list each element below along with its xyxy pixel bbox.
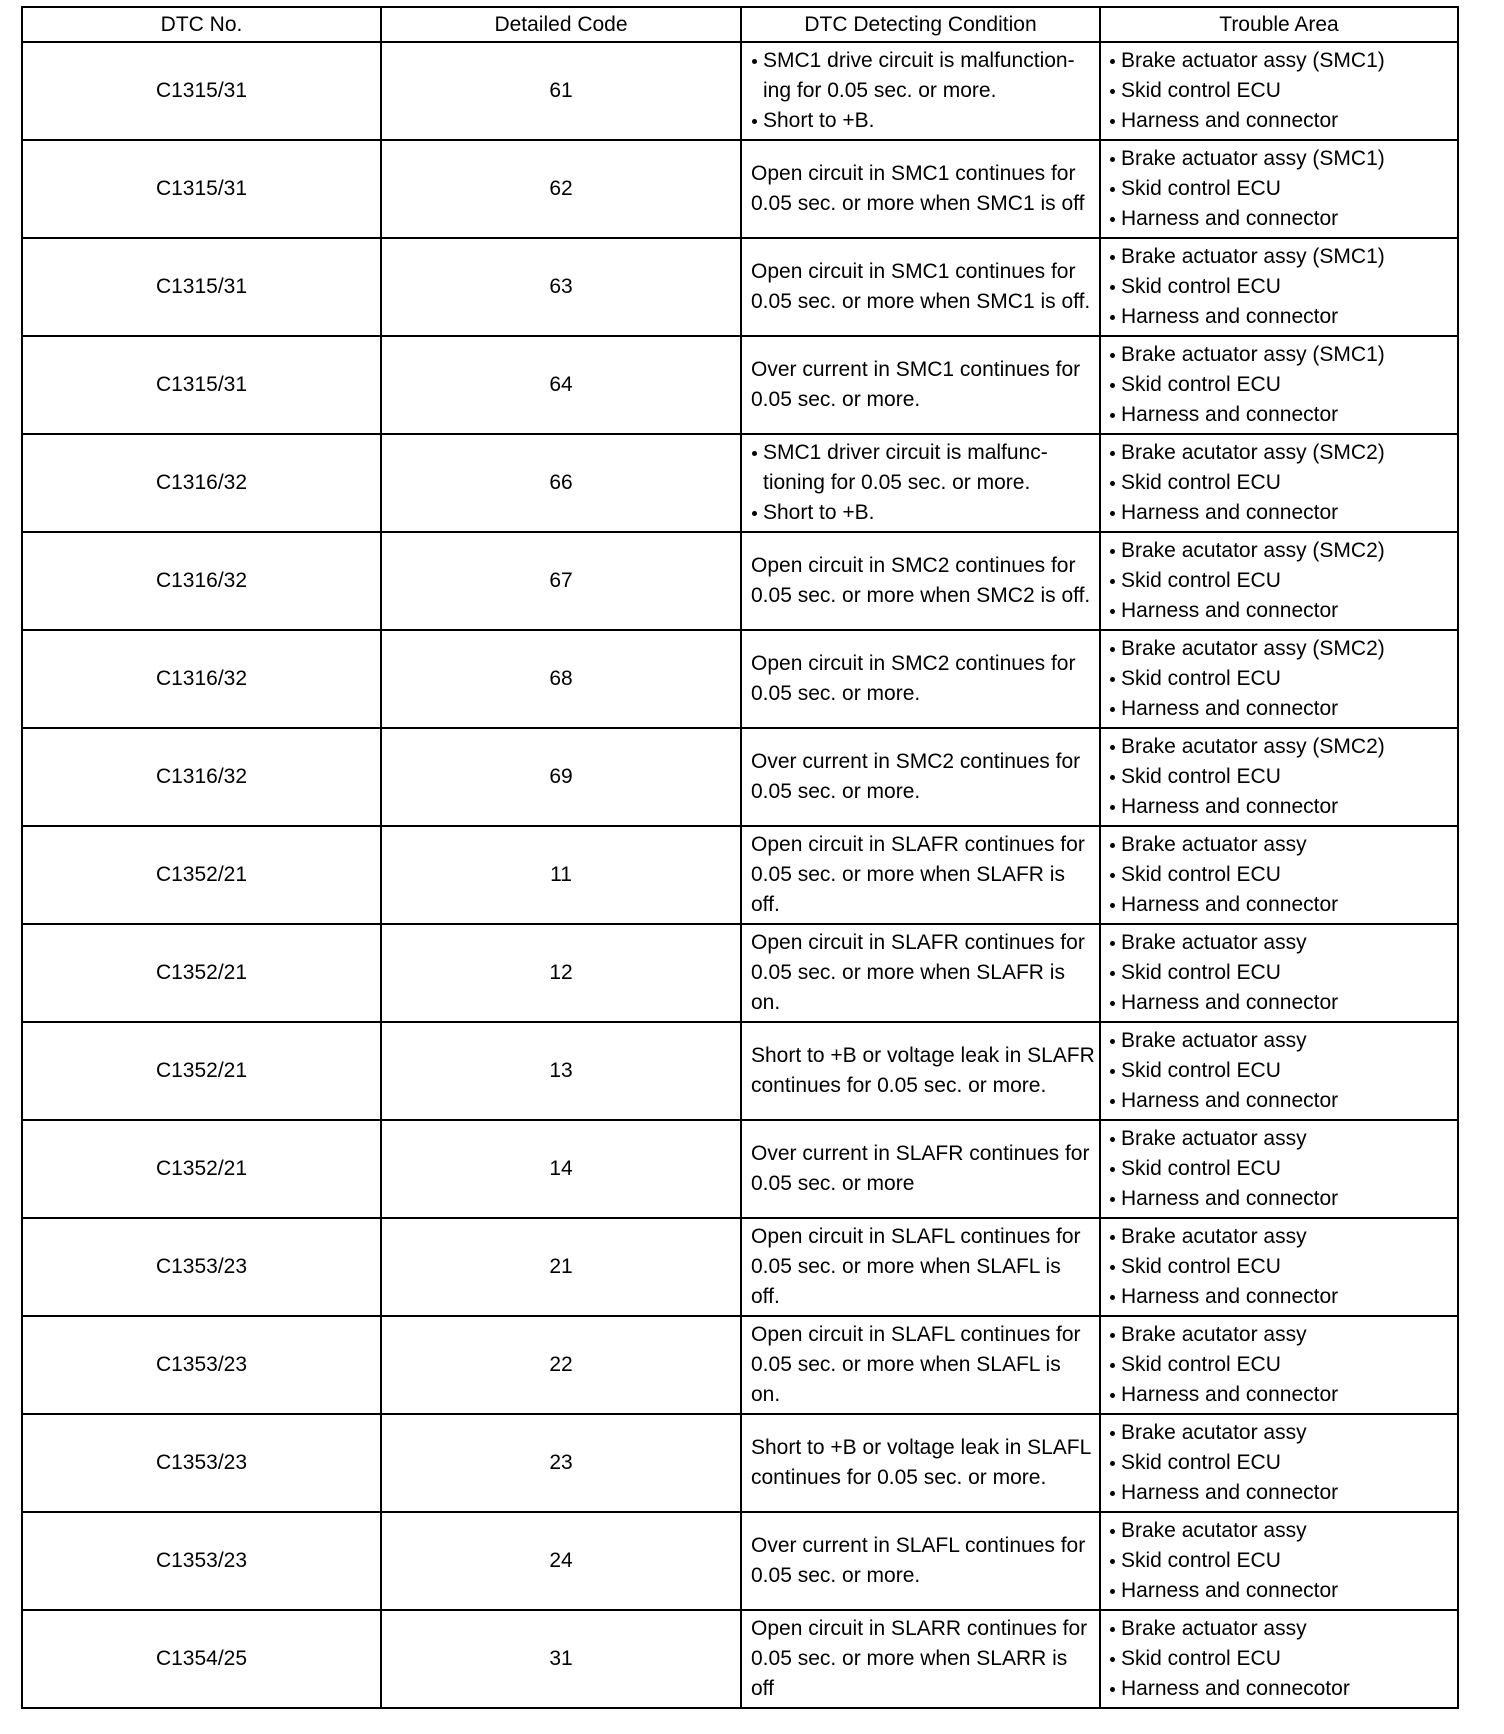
- trouble-area-item: Skid control ECU: [1109, 468, 1453, 498]
- trouble-area-item: Brake actuator assy: [1109, 928, 1453, 958]
- trouble-area-item: Skid control ECU: [1109, 1154, 1453, 1184]
- detecting-condition: [741, 924, 1100, 1022]
- trouble-area-item: Skid control ECU: [1109, 272, 1453, 302]
- condition-bullet: Short to +B.: [751, 106, 1095, 136]
- trouble-area-item: Brake acutator assy: [1109, 1418, 1453, 1448]
- trouble-area: [1100, 1120, 1458, 1218]
- trouble-area-item: Brake acutator assy: [1109, 1222, 1453, 1252]
- trouble-area: [1100, 1512, 1458, 1610]
- trouble-area-item: Brake actuator assy: [1109, 1124, 1453, 1154]
- detecting-condition: [741, 532, 1100, 630]
- detailed-code: 11: [381, 826, 741, 924]
- trouble-area-item: Skid control ECU: [1109, 1252, 1453, 1282]
- table-row: [22, 1120, 1458, 1218]
- dtc-number: C1316/32: [22, 630, 381, 728]
- detailed-code: 23: [381, 1414, 741, 1512]
- trouble-area: [1100, 434, 1458, 532]
- dtc-number: C1353/23: [22, 1512, 381, 1610]
- dtc-table: [21, 6, 1459, 1709]
- dtc-number: C1353/23: [22, 1316, 381, 1414]
- trouble-area-item: Skid control ECU: [1109, 174, 1453, 204]
- detecting-condition: [741, 434, 1100, 532]
- detailed-code: 66: [381, 434, 741, 532]
- table-row: [22, 630, 1458, 728]
- header-condition: DTC Detecting Condition: [741, 7, 1100, 42]
- trouble-area-item: Skid control ECU: [1109, 1350, 1453, 1380]
- condition-text: Over current in SMC2 continues for 0.05 sec. or more.: [751, 750, 1081, 803]
- detailed-code: 62: [381, 140, 741, 238]
- trouble-area-item: Brake actuator assy (SMC1): [1109, 242, 1453, 272]
- table-row: [22, 434, 1458, 532]
- condition-bullet: SMC1 drive circuit is malfunction-ing for 0.05 sec. or more.: [751, 46, 1095, 106]
- detecting-condition: [741, 1316, 1100, 1414]
- dtc-number: C1353/23: [22, 1414, 381, 1512]
- detecting-condition: [741, 1610, 1100, 1708]
- header-trouble-area: Trouble Area: [1100, 7, 1458, 42]
- trouble-area: [1100, 1316, 1458, 1414]
- trouble-area-item: Brake actuator assy: [1109, 1614, 1453, 1644]
- table-row: [22, 238, 1458, 336]
- table-row: [22, 140, 1458, 238]
- condition-text: Over current in SLAFL continues for 0.05 sec. or more.: [751, 1534, 1086, 1587]
- trouble-area-item: Brake acutator assy (SMC2): [1109, 732, 1453, 762]
- trouble-area: [1100, 336, 1458, 434]
- detailed-code: 13: [381, 1022, 741, 1120]
- trouble-area-item: Harness and connecotor: [1109, 1674, 1453, 1704]
- dtc-number: C1354/25: [22, 1610, 381, 1708]
- dtc-table-body: [22, 42, 1458, 1708]
- trouble-area: [1100, 532, 1458, 630]
- trouble-area-item: Harness and connector: [1109, 792, 1453, 822]
- table-row: [22, 336, 1458, 434]
- detailed-code: 12: [381, 924, 741, 1022]
- trouble-area-item: Harness and connector: [1109, 1086, 1453, 1116]
- detailed-code: 63: [381, 238, 741, 336]
- condition-text: Open circuit in SLAFL continues for 0.05 sec. or more when SLAFL is off.: [751, 1225, 1081, 1308]
- trouble-area-item: Harness and connector: [1109, 400, 1453, 430]
- trouble-area-item: Skid control ECU: [1109, 860, 1453, 890]
- trouble-area-item: Brake actuator assy: [1109, 1026, 1453, 1056]
- table-row: [22, 1022, 1458, 1120]
- trouble-area: [1100, 924, 1458, 1022]
- trouble-area-item: Harness and connector: [1109, 302, 1453, 332]
- trouble-area-item: Skid control ECU: [1109, 762, 1453, 792]
- condition-text: Open circuit in SLAFR continues for 0.05 sec. or more when SLAFR is off.: [751, 833, 1085, 916]
- detecting-condition: [741, 1414, 1100, 1512]
- condition-text: Open circuit in SMC1 continues for 0.05 sec. or more when SMC1 is off.: [751, 260, 1091, 313]
- trouble-area-item: Harness and connector: [1109, 596, 1453, 626]
- condition-bullet: Short to +B.: [751, 498, 1095, 528]
- condition-bullet: SMC1 driver circuit is malfunc-tioning for 0.05 sec. or more.: [751, 438, 1095, 498]
- trouble-area-item: Harness and connector: [1109, 1380, 1453, 1410]
- trouble-area: [1100, 238, 1458, 336]
- dtc-number: C1353/23: [22, 1218, 381, 1316]
- detecting-condition: [741, 1512, 1100, 1610]
- trouble-area-item: Skid control ECU: [1109, 1056, 1453, 1086]
- detailed-code: 24: [381, 1512, 741, 1610]
- trouble-area-item: Brake acutator assy (SMC2): [1109, 438, 1453, 468]
- detailed-code: 69: [381, 728, 741, 826]
- trouble-area-item: Harness and connector: [1109, 204, 1453, 234]
- trouble-area: [1100, 728, 1458, 826]
- table-row: [22, 728, 1458, 826]
- trouble-area: [1100, 1414, 1458, 1512]
- detailed-code: 22: [381, 1316, 741, 1414]
- detecting-condition: [741, 630, 1100, 728]
- condition-text: Open circuit in SMC1 continues for 0.05 sec. or more when SMC1 is off: [751, 162, 1085, 215]
- detailed-code: 61: [381, 42, 741, 140]
- trouble-area-item: Harness and connector: [1109, 1282, 1453, 1312]
- dtc-number: C1316/32: [22, 728, 381, 826]
- detecting-condition: [741, 728, 1100, 826]
- condition-text: Short to +B or voltage leak in SLAFR continues for 0.05 sec. or more.: [751, 1044, 1095, 1097]
- trouble-area-item: Harness and connector: [1109, 1576, 1453, 1606]
- trouble-area-item: Skid control ECU: [1109, 1448, 1453, 1478]
- header-dtc-no: DTC No.: [22, 7, 381, 42]
- detailed-code: 64: [381, 336, 741, 434]
- detailed-code: 67: [381, 532, 741, 630]
- condition-text: Over current in SMC1 continues for 0.05 sec. or more.: [751, 358, 1081, 411]
- trouble-area: [1100, 1022, 1458, 1120]
- trouble-area-item: Harness and connector: [1109, 1478, 1453, 1508]
- trouble-area: [1100, 1218, 1458, 1316]
- header-detailed-code: Detailed Code: [381, 7, 741, 42]
- trouble-area: [1100, 1610, 1458, 1708]
- header-row: [22, 7, 1458, 42]
- trouble-area-item: Harness and connector: [1109, 1184, 1453, 1214]
- trouble-area-item: Brake actuator assy (SMC1): [1109, 144, 1453, 174]
- table-row: [22, 924, 1458, 1022]
- trouble-area-item: Skid control ECU: [1109, 76, 1453, 106]
- trouble-area-item: Brake acutator assy (SMC2): [1109, 536, 1453, 566]
- dtc-number: C1352/21: [22, 1120, 381, 1218]
- dtc-number: C1315/31: [22, 238, 381, 336]
- trouble-area-item: Skid control ECU: [1109, 1644, 1453, 1674]
- table-row: [22, 1610, 1458, 1708]
- dtc-number: C1352/21: [22, 924, 381, 1022]
- trouble-area-item: Brake acutator assy: [1109, 1516, 1453, 1546]
- table-row: [22, 826, 1458, 924]
- trouble-area-item: Skid control ECU: [1109, 958, 1453, 988]
- detecting-condition: [741, 1218, 1100, 1316]
- detailed-code: 31: [381, 1610, 741, 1708]
- table-row: [22, 1512, 1458, 1610]
- condition-text: Over current in SLAFR continues for 0.05 sec. or more: [751, 1142, 1090, 1195]
- detecting-condition: [741, 1022, 1100, 1120]
- trouble-area: [1100, 42, 1458, 140]
- trouble-area-item: Skid control ECU: [1109, 1546, 1453, 1576]
- dtc-number: C1352/21: [22, 1022, 381, 1120]
- trouble-area-item: Harness and connector: [1109, 694, 1453, 724]
- table-row: [22, 1316, 1458, 1414]
- condition-text: Short to +B or voltage leak in SLAFL continues for 0.05 sec. or more.: [751, 1436, 1091, 1489]
- trouble-area-item: Brake acutator assy (SMC2): [1109, 634, 1453, 664]
- trouble-area-item: Brake acutator assy: [1109, 1320, 1453, 1350]
- dtc-number: C1352/21: [22, 826, 381, 924]
- condition-text: Open circuit in SLAFL continues for 0.05 sec. or more when SLAFL is on.: [751, 1323, 1081, 1406]
- dtc-number: C1316/32: [22, 434, 381, 532]
- detecting-condition: [741, 140, 1100, 238]
- trouble-area-item: Skid control ECU: [1109, 370, 1453, 400]
- trouble-area-item: Skid control ECU: [1109, 566, 1453, 596]
- dtc-number: C1316/32: [22, 532, 381, 630]
- condition-text: Open circuit in SMC2 continues for 0.05 sec. or more when SMC2 is off.: [751, 554, 1091, 607]
- detecting-condition: [741, 1120, 1100, 1218]
- trouble-area: [1100, 826, 1458, 924]
- table-row: [22, 42, 1458, 140]
- dtc-number: C1315/31: [22, 336, 381, 434]
- table-row: [22, 1218, 1458, 1316]
- trouble-area-item: Harness and connector: [1109, 498, 1453, 528]
- trouble-area: [1100, 140, 1458, 238]
- detailed-code: 14: [381, 1120, 741, 1218]
- detecting-condition: [741, 336, 1100, 434]
- trouble-area: [1100, 630, 1458, 728]
- table-row: [22, 532, 1458, 630]
- trouble-area-item: Harness and connector: [1109, 890, 1453, 920]
- detailed-code: 21: [381, 1218, 741, 1316]
- condition-text: Open circuit in SLAFR continues for 0.05 sec. or more when SLAFR is on.: [751, 931, 1085, 1014]
- condition-text: Open circuit in SMC2 continues for 0.05 sec. or more.: [751, 652, 1076, 705]
- trouble-area-item: Brake actuator assy (SMC1): [1109, 46, 1453, 76]
- trouble-area-item: Brake actuator assy (SMC1): [1109, 340, 1453, 370]
- detecting-condition: [741, 826, 1100, 924]
- table-row: [22, 1414, 1458, 1512]
- trouble-area-item: Skid control ECU: [1109, 664, 1453, 694]
- detailed-code: 68: [381, 630, 741, 728]
- condition-text: Open circuit in SLARR continues for 0.05 sec. or more when SLARR is off: [751, 1617, 1088, 1700]
- detecting-condition: [741, 42, 1100, 140]
- detecting-condition: [741, 238, 1100, 336]
- trouble-area-item: Harness and connector: [1109, 106, 1453, 136]
- trouble-area-item: Harness and connector: [1109, 988, 1453, 1018]
- trouble-area-item: Brake actuator assy: [1109, 830, 1453, 860]
- dtc-number: C1315/31: [22, 140, 381, 238]
- dtc-number: C1315/31: [22, 42, 381, 140]
